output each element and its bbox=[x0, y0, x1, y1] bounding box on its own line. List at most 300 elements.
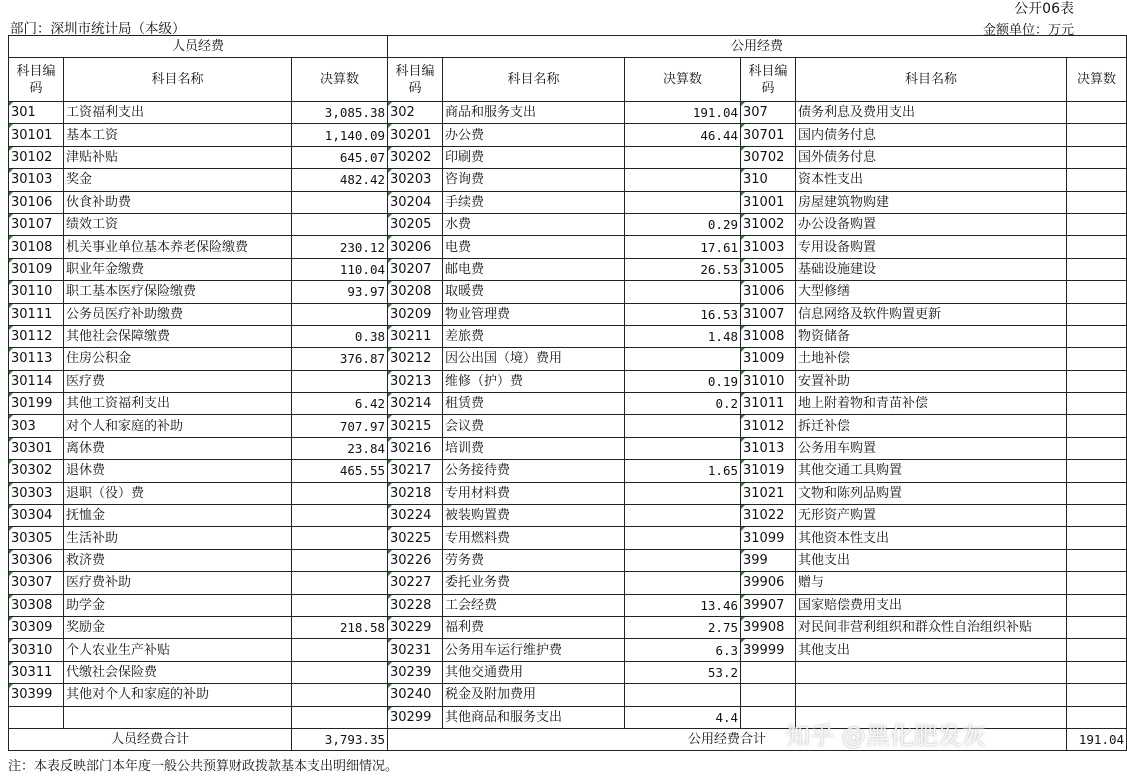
subject-name-cell: 租赁费 bbox=[443, 393, 625, 415]
subject-name-cell: 医疗费补助 bbox=[64, 572, 292, 594]
subject-name-cell: 水费 bbox=[443, 213, 625, 235]
amount-cell: 482.42 bbox=[292, 169, 388, 191]
subject-code-cell bbox=[741, 661, 796, 683]
expenditure-table bbox=[8, 35, 1127, 751]
subject-name-cell: 拆迁补偿 bbox=[796, 415, 1067, 437]
subject-name-cell: 其他商品和服务支出 bbox=[443, 706, 625, 728]
subject-code-cell: 30217 bbox=[388, 460, 443, 482]
subject-code-cell: 31010 bbox=[741, 370, 796, 392]
subject-code-cell bbox=[741, 684, 796, 706]
subject-code-cell: 30208 bbox=[388, 281, 443, 303]
amount-cell: 23.84 bbox=[292, 437, 388, 459]
amount-cell bbox=[292, 639, 388, 661]
amount-cell bbox=[1067, 527, 1127, 549]
amount-cell bbox=[1067, 684, 1127, 706]
table-row bbox=[9, 572, 1127, 594]
table-row bbox=[9, 505, 1127, 527]
col-header-amount: 决算数 bbox=[292, 58, 388, 102]
subject-code-cell: 30308 bbox=[9, 594, 64, 616]
subject-code-cell: 30213 bbox=[388, 370, 443, 392]
subject-name-cell: 伙食补助费 bbox=[64, 191, 292, 213]
department-label: 部门：深圳市统计局（本级） bbox=[10, 21, 186, 37]
amount-cell: 13.46 bbox=[625, 594, 741, 616]
subject-code-cell: 30107 bbox=[9, 213, 64, 235]
amount-cell bbox=[625, 415, 741, 437]
amount-cell bbox=[625, 437, 741, 459]
subject-name-cell: 退职（役）费 bbox=[64, 482, 292, 504]
subject-code-cell: 31012 bbox=[741, 415, 796, 437]
amount-cell bbox=[1067, 146, 1127, 168]
col-header-amount: 决算数 bbox=[625, 58, 741, 102]
watermark: 知乎 @黑化肥发灰 bbox=[786, 722, 986, 750]
subject-code-cell: 31011 bbox=[741, 393, 796, 415]
subject-code-cell: 30113 bbox=[9, 348, 64, 370]
col-header-name: 科目名称 bbox=[443, 58, 625, 102]
public-total-value: 191.04 bbox=[1067, 728, 1127, 750]
amount-cell: 218.58 bbox=[292, 616, 388, 638]
amount-cell bbox=[1067, 370, 1127, 392]
subject-name-cell: 商品和服务支出 bbox=[443, 102, 625, 124]
table-row bbox=[9, 393, 1127, 415]
subject-name-cell: 奖金 bbox=[64, 169, 292, 191]
amount-cell bbox=[1067, 348, 1127, 370]
public-section-title: 公用经费 bbox=[388, 36, 1127, 58]
amount-cell bbox=[1067, 102, 1127, 124]
unit-label: 金额单位：万元 bbox=[982, 23, 1074, 38]
subject-code-cell: 31009 bbox=[741, 348, 796, 370]
subject-code-cell: 30226 bbox=[388, 549, 443, 571]
subject-name-cell: 专用材料费 bbox=[443, 482, 625, 504]
amount-cell bbox=[292, 706, 388, 728]
subject-name-cell: 无形资产购置 bbox=[796, 505, 1067, 527]
amount-cell: 465.55 bbox=[292, 460, 388, 482]
subject-code-cell: 30231 bbox=[388, 639, 443, 661]
amount-cell bbox=[625, 482, 741, 504]
subject-code-cell: 31019 bbox=[741, 460, 796, 482]
subject-name-cell bbox=[64, 706, 292, 728]
subject-name-cell: 印刷费 bbox=[443, 146, 625, 168]
subject-code-cell: 301 bbox=[9, 102, 64, 124]
table-row bbox=[9, 258, 1127, 280]
subject-code-cell: 310 bbox=[741, 169, 796, 191]
subject-code-cell: 30227 bbox=[388, 572, 443, 594]
amount-cell bbox=[625, 527, 741, 549]
subject-name-cell: 职业年金缴费 bbox=[64, 258, 292, 280]
amount-cell bbox=[625, 348, 741, 370]
subject-code-cell: 31006 bbox=[741, 281, 796, 303]
subject-name-cell: 地上附着物和青苗补偿 bbox=[796, 393, 1067, 415]
subject-name-cell: 救济费 bbox=[64, 549, 292, 571]
subject-name-cell: 安置补助 bbox=[796, 370, 1067, 392]
amount-cell: 6.42 bbox=[292, 393, 388, 415]
subject-code-cell: 39906 bbox=[741, 572, 796, 594]
subject-code-cell: 30305 bbox=[9, 527, 64, 549]
subject-name-cell: 委托业务费 bbox=[443, 572, 625, 594]
amount-cell bbox=[1067, 169, 1127, 191]
subject-name-cell: 赠与 bbox=[796, 572, 1067, 594]
subject-code-cell: 30701 bbox=[741, 124, 796, 146]
amount-cell bbox=[292, 370, 388, 392]
amount-cell bbox=[1067, 415, 1127, 437]
subject-code-cell: 30211 bbox=[388, 325, 443, 347]
subject-name-cell: 邮电费 bbox=[443, 258, 625, 280]
subject-code-cell: 30214 bbox=[388, 393, 443, 415]
subject-code-cell: 30114 bbox=[9, 370, 64, 392]
subject-name-cell: 取暖费 bbox=[443, 281, 625, 303]
subject-name-cell: 房屋建筑物购建 bbox=[796, 191, 1067, 213]
subject-code-cell: 30201 bbox=[388, 124, 443, 146]
subject-name-cell: 福利费 bbox=[443, 616, 625, 638]
amount-cell: 26.53 bbox=[625, 258, 741, 280]
subject-code-cell: 39907 bbox=[741, 594, 796, 616]
subject-name-cell: 资本性支出 bbox=[796, 169, 1067, 191]
amount-cell bbox=[1067, 572, 1127, 594]
table-row bbox=[9, 146, 1127, 168]
subject-code-cell: 30212 bbox=[388, 348, 443, 370]
amount-cell: 1,140.09 bbox=[292, 124, 388, 146]
subject-name-cell: 津贴补贴 bbox=[64, 146, 292, 168]
amount-cell bbox=[292, 505, 388, 527]
subject-code-cell: 303 bbox=[9, 415, 64, 437]
amount-cell bbox=[292, 661, 388, 683]
subject-name-cell: 奖励金 bbox=[64, 616, 292, 638]
amount-cell bbox=[625, 281, 741, 303]
subject-code-cell: 30206 bbox=[388, 236, 443, 258]
subject-name-cell: 债务利息及费用支出 bbox=[796, 102, 1067, 124]
table-row bbox=[9, 124, 1127, 146]
personnel-section-title: 人员经费 bbox=[9, 36, 388, 58]
subject-name-cell: 因公出国（境）费用 bbox=[443, 348, 625, 370]
subject-code-cell: 31008 bbox=[741, 325, 796, 347]
table-row bbox=[9, 616, 1127, 638]
subject-name-cell: 税金及附加费用 bbox=[443, 684, 625, 706]
subject-name-cell: 专用设备购置 bbox=[796, 236, 1067, 258]
subject-name-cell: 大型修缮 bbox=[796, 281, 1067, 303]
table-row bbox=[9, 639, 1127, 661]
amount-cell bbox=[1067, 281, 1127, 303]
subject-code-cell: 30216 bbox=[388, 437, 443, 459]
subject-name-cell: 对民间非营利组织和群众性自治组织补贴 bbox=[796, 616, 1067, 638]
subject-name-cell: 办公费 bbox=[443, 124, 625, 146]
subject-code-cell: 30310 bbox=[9, 639, 64, 661]
subject-name-cell: 机关事业单位基本养老保险缴费 bbox=[64, 236, 292, 258]
subject-code-cell: 30229 bbox=[388, 616, 443, 638]
col-header-code: 科目编码 bbox=[741, 58, 796, 102]
subject-name-cell: 离休费 bbox=[64, 437, 292, 459]
table-row bbox=[9, 213, 1127, 235]
subject-name-cell: 物资储备 bbox=[796, 325, 1067, 347]
subject-code-cell: 30102 bbox=[9, 146, 64, 168]
subject-code-cell: 30239 bbox=[388, 661, 443, 683]
amount-cell bbox=[1067, 639, 1127, 661]
table-row bbox=[9, 191, 1127, 213]
col-header-code: 科目编码 bbox=[9, 58, 64, 102]
amount-cell bbox=[625, 684, 741, 706]
table-row bbox=[9, 348, 1127, 370]
subject-name-cell: 生活补助 bbox=[64, 527, 292, 549]
subject-code-cell: 30299 bbox=[388, 706, 443, 728]
subject-code-cell: 30307 bbox=[9, 572, 64, 594]
subject-name-cell bbox=[796, 684, 1067, 706]
subject-name-cell: 其他支出 bbox=[796, 549, 1067, 571]
public-total-label: 公用经费合计 bbox=[388, 728, 1067, 750]
amount-cell bbox=[292, 549, 388, 571]
subject-name-cell: 基础设施建设 bbox=[796, 258, 1067, 280]
amount-cell bbox=[1067, 594, 1127, 616]
subject-name-cell: 对个人和家庭的补助 bbox=[64, 415, 292, 437]
subject-name-cell: 会议费 bbox=[443, 415, 625, 437]
subject-code-cell: 31099 bbox=[741, 527, 796, 549]
table-row bbox=[9, 303, 1127, 325]
amount-cell bbox=[1067, 661, 1127, 683]
subject-name-cell: 公务用车运行维护费 bbox=[443, 639, 625, 661]
subject-name-cell: 个人农业生产补贴 bbox=[64, 639, 292, 661]
subject-name-cell bbox=[796, 661, 1067, 683]
amount-cell bbox=[1067, 460, 1127, 482]
amount-cell: 0.38 bbox=[292, 325, 388, 347]
subject-name-cell: 医疗费 bbox=[64, 370, 292, 392]
subject-code-cell: 30205 bbox=[388, 213, 443, 235]
subject-code-cell: 30106 bbox=[9, 191, 64, 213]
table-row bbox=[9, 549, 1127, 571]
personnel-total-label: 人员经费合计 bbox=[9, 728, 292, 750]
amount-cell: 6.3 bbox=[625, 639, 741, 661]
subject-name-cell: 其他交通费用 bbox=[443, 661, 625, 683]
table-row bbox=[9, 527, 1127, 549]
amount-cell: 0.29 bbox=[625, 213, 741, 235]
subject-name-cell: 助学金 bbox=[64, 594, 292, 616]
amount-cell: 645.07 bbox=[292, 146, 388, 168]
amount-cell bbox=[292, 191, 388, 213]
subject-code-cell: 30306 bbox=[9, 549, 64, 571]
subject-name-cell: 电费 bbox=[443, 236, 625, 258]
subject-name-cell: 代缴社会保险费 bbox=[64, 661, 292, 683]
subject-name-cell: 其他支出 bbox=[796, 639, 1067, 661]
subject-code-cell: 30225 bbox=[388, 527, 443, 549]
subject-name-cell: 国外债务付息 bbox=[796, 146, 1067, 168]
table-row bbox=[9, 415, 1127, 437]
table-row bbox=[9, 460, 1127, 482]
table-row bbox=[9, 437, 1127, 459]
amount-cell: 0.19 bbox=[625, 370, 741, 392]
subject-name-cell: 文物和陈列品购置 bbox=[796, 482, 1067, 504]
amount-cell bbox=[625, 505, 741, 527]
table-row bbox=[9, 281, 1127, 303]
amount-cell: 46.44 bbox=[625, 124, 741, 146]
col-header-code: 科目编码 bbox=[388, 58, 443, 102]
subject-name-cell: 公务接待费 bbox=[443, 460, 625, 482]
amount-cell: 16.53 bbox=[625, 303, 741, 325]
subject-name-cell: 其他工资福利支出 bbox=[64, 393, 292, 415]
subject-code-cell: 30309 bbox=[9, 616, 64, 638]
amount-cell bbox=[292, 684, 388, 706]
amount-cell bbox=[1067, 482, 1127, 504]
subject-name-cell: 维修（护）费 bbox=[443, 370, 625, 392]
subject-code-cell: 30303 bbox=[9, 482, 64, 504]
subject-name-cell: 工会经费 bbox=[443, 594, 625, 616]
subject-name-cell: 办公设备购置 bbox=[796, 213, 1067, 235]
table-row bbox=[9, 102, 1127, 124]
subject-name-cell: 公务用车购置 bbox=[796, 437, 1067, 459]
amount-cell: 707.97 bbox=[292, 415, 388, 437]
amount-cell: 1.65 bbox=[625, 460, 741, 482]
table-row bbox=[9, 169, 1127, 191]
subject-name-cell: 基本工资 bbox=[64, 124, 292, 146]
subject-code-cell: 30304 bbox=[9, 505, 64, 527]
table-row bbox=[9, 661, 1127, 683]
subject-code-cell: 30109 bbox=[9, 258, 64, 280]
subject-code-cell: 31005 bbox=[741, 258, 796, 280]
subject-name-cell: 退休费 bbox=[64, 460, 292, 482]
amount-cell: 3,085.38 bbox=[292, 102, 388, 124]
amount-cell: 230.12 bbox=[292, 236, 388, 258]
subject-name-cell: 其他交通工具购置 bbox=[796, 460, 1067, 482]
subject-name-cell: 专用燃料费 bbox=[443, 527, 625, 549]
personnel-total-value: 3,793.35 bbox=[292, 728, 388, 750]
subject-code-cell: 30111 bbox=[9, 303, 64, 325]
subject-code-cell: 30302 bbox=[9, 460, 64, 482]
subject-code-cell: 31013 bbox=[741, 437, 796, 459]
table-row bbox=[9, 325, 1127, 347]
subject-name-cell: 公务员医疗补助缴费 bbox=[64, 303, 292, 325]
amount-cell bbox=[625, 146, 741, 168]
subject-name-cell: 其他社会保障缴费 bbox=[64, 325, 292, 347]
subject-code-cell: 30218 bbox=[388, 482, 443, 504]
amount-cell: 4.4 bbox=[625, 706, 741, 728]
table-row bbox=[9, 482, 1127, 504]
amount-cell bbox=[292, 303, 388, 325]
table-row bbox=[9, 370, 1127, 392]
amount-cell: 191.04 bbox=[625, 102, 741, 124]
amount-cell bbox=[1067, 124, 1127, 146]
footnote: 注：本表反映部门本年度一般公共预算财政拨款基本支出明细情况。 bbox=[8, 759, 399, 774]
table-body bbox=[9, 102, 1127, 729]
subject-name-cell: 国内债务付息 bbox=[796, 124, 1067, 146]
amount-cell bbox=[625, 572, 741, 594]
subject-code-cell: 30204 bbox=[388, 191, 443, 213]
subject-name-cell: 绩效工资 bbox=[64, 213, 292, 235]
subject-code-cell: 31002 bbox=[741, 213, 796, 235]
subject-code-cell: 30399 bbox=[9, 684, 64, 706]
amount-cell: 2.75 bbox=[625, 616, 741, 638]
subject-code-cell: 30209 bbox=[388, 303, 443, 325]
amount-cell bbox=[1067, 325, 1127, 347]
subject-code-cell: 30215 bbox=[388, 415, 443, 437]
amount-cell: 1.48 bbox=[625, 325, 741, 347]
subject-code-cell: 31001 bbox=[741, 191, 796, 213]
amount-cell bbox=[1067, 437, 1127, 459]
amount-cell bbox=[1067, 258, 1127, 280]
section-header-row bbox=[9, 36, 1127, 58]
amount-cell bbox=[1067, 236, 1127, 258]
amount-cell bbox=[1067, 616, 1127, 638]
amount-cell: 53.2 bbox=[625, 661, 741, 683]
amount-cell bbox=[625, 169, 741, 191]
subject-name-cell: 物业管理费 bbox=[443, 303, 625, 325]
amount-cell: 110.04 bbox=[292, 258, 388, 280]
subject-name-cell: 其他资本性支出 bbox=[796, 527, 1067, 549]
table-row bbox=[9, 236, 1127, 258]
amount-cell: 93.97 bbox=[292, 281, 388, 303]
subject-code-cell: 30101 bbox=[9, 124, 64, 146]
subject-code-cell: 30203 bbox=[388, 169, 443, 191]
subject-code-cell: 30112 bbox=[9, 325, 64, 347]
amount-cell bbox=[1067, 393, 1127, 415]
subject-code-cell: 30240 bbox=[388, 684, 443, 706]
subject-name-cell: 土地补偿 bbox=[796, 348, 1067, 370]
subject-name-cell: 劳务费 bbox=[443, 549, 625, 571]
amount-cell bbox=[1067, 505, 1127, 527]
subject-name-cell: 培训费 bbox=[443, 437, 625, 459]
subject-code-cell: 31007 bbox=[741, 303, 796, 325]
subject-code-cell: 39999 bbox=[741, 639, 796, 661]
subject-code-cell: 30103 bbox=[9, 169, 64, 191]
subject-code-cell: 30207 bbox=[388, 258, 443, 280]
subject-name-cell: 工资福利支出 bbox=[64, 102, 292, 124]
amount-cell: 376.87 bbox=[292, 348, 388, 370]
col-header-amount: 决算数 bbox=[1067, 58, 1127, 102]
subject-code-cell: 31003 bbox=[741, 236, 796, 258]
table-row bbox=[9, 594, 1127, 616]
subject-code-cell: 399 bbox=[741, 549, 796, 571]
subject-code-cell: 302 bbox=[388, 102, 443, 124]
amount-cell bbox=[1067, 303, 1127, 325]
amount-cell bbox=[292, 572, 388, 594]
subject-name-cell: 抚恤金 bbox=[64, 505, 292, 527]
subject-name-cell: 其他对个人和家庭的补助 bbox=[64, 684, 292, 706]
amount-cell bbox=[1067, 706, 1127, 728]
subject-name-cell: 咨询费 bbox=[443, 169, 625, 191]
table-row bbox=[9, 684, 1127, 706]
subject-name-cell: 职工基本医疗保险缴费 bbox=[64, 281, 292, 303]
subject-name-cell: 国家赔偿费用支出 bbox=[796, 594, 1067, 616]
subject-code-cell: 30702 bbox=[741, 146, 796, 168]
amount-cell bbox=[1067, 191, 1127, 213]
subject-code-cell bbox=[9, 706, 64, 728]
col-header-name: 科目名称 bbox=[64, 58, 292, 102]
subject-code-cell: 30110 bbox=[9, 281, 64, 303]
column-header-row bbox=[9, 58, 1127, 102]
subject-code-cell: 30199 bbox=[9, 393, 64, 415]
subject-code-cell: 30228 bbox=[388, 594, 443, 616]
amount-cell bbox=[292, 594, 388, 616]
subject-code-cell: 307 bbox=[741, 102, 796, 124]
subject-name-cell: 住房公积金 bbox=[64, 348, 292, 370]
amount-cell bbox=[625, 191, 741, 213]
subject-code-cell: 30108 bbox=[9, 236, 64, 258]
subject-name-cell: 被装购置费 bbox=[443, 505, 625, 527]
amount-cell: 0.2 bbox=[625, 393, 741, 415]
amount-cell bbox=[1067, 549, 1127, 571]
subject-name-cell: 手续费 bbox=[443, 191, 625, 213]
amount-cell bbox=[292, 482, 388, 504]
form-number: 公开06表 bbox=[1014, 1, 1074, 17]
subject-code-cell: 31022 bbox=[741, 505, 796, 527]
subject-code-cell: 30311 bbox=[9, 661, 64, 683]
col-header-name: 科目名称 bbox=[796, 58, 1067, 102]
subject-code-cell: 30301 bbox=[9, 437, 64, 459]
subject-code-cell: 30202 bbox=[388, 146, 443, 168]
amount-cell bbox=[292, 213, 388, 235]
subject-name-cell: 差旅费 bbox=[443, 325, 625, 347]
subject-name-cell: 信息网络及软件购置更新 bbox=[796, 303, 1067, 325]
subject-code-cell: 31021 bbox=[741, 482, 796, 504]
subject-code-cell: 30224 bbox=[388, 505, 443, 527]
amount-cell bbox=[1067, 213, 1127, 235]
amount-cell bbox=[292, 527, 388, 549]
amount-cell: 17.61 bbox=[625, 236, 741, 258]
subject-code-cell: 39908 bbox=[741, 616, 796, 638]
